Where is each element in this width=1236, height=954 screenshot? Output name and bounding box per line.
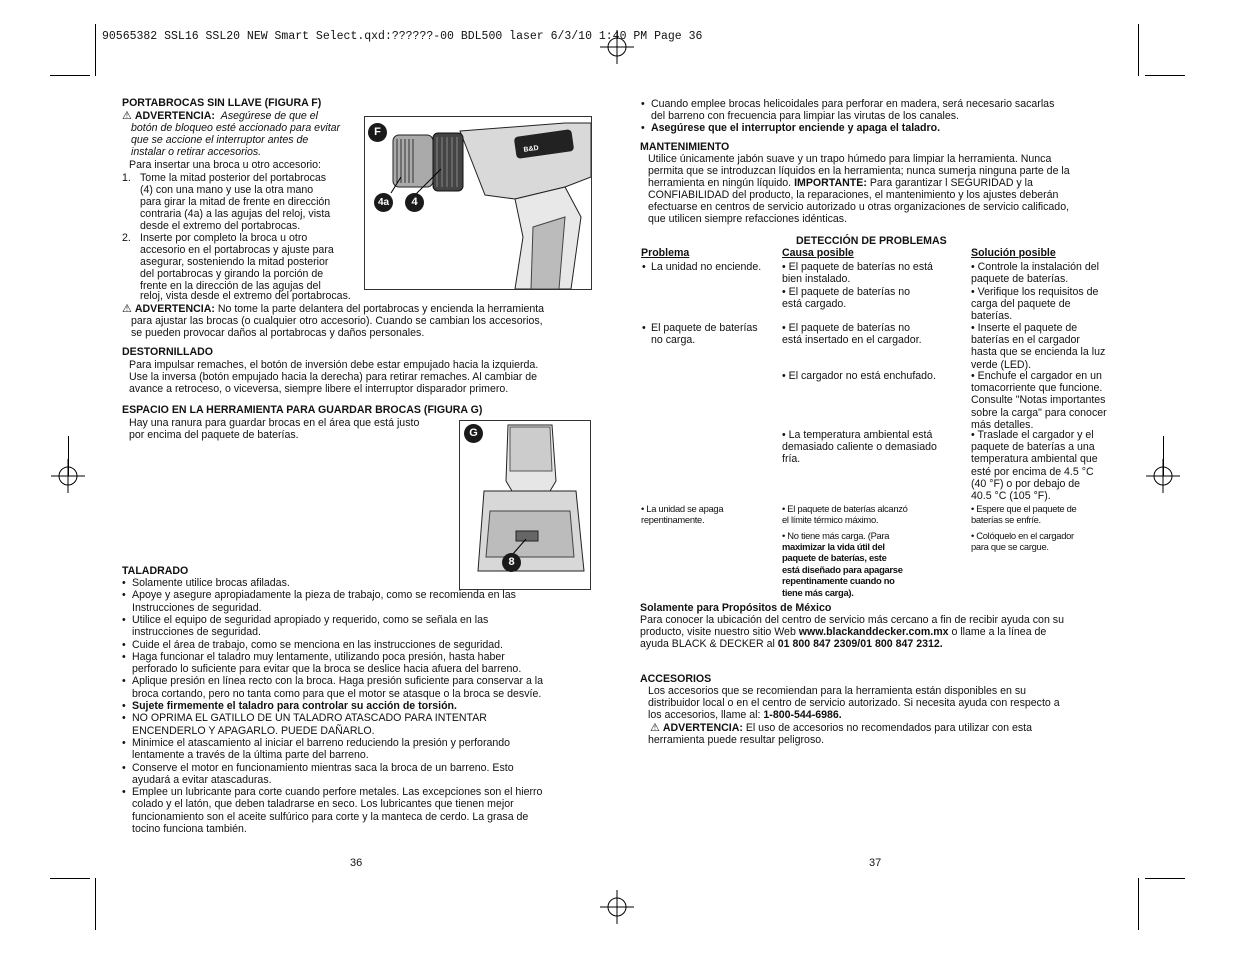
step-text: frente en la dirección de las agujas del <box>140 280 321 292</box>
warning-text: que se accione el interruptor antes de <box>131 134 309 146</box>
list-item: ayudará a evitar atascaduras. <box>132 773 272 786</box>
list-item: lentamente a través de la última parte del barreno. <box>132 749 369 762</box>
cell-line: Consulte "Notas importantes <box>971 394 1106 407</box>
cell-line: • Controle la instalación del <box>971 261 1099 273</box>
callout-4: 4 <box>405 193 424 212</box>
body-text: Use la inversa (botón empujado hacia la derecha) para retirar remaches. Al cambiar de <box>129 371 538 383</box>
cell-line: repentinamente cuando no <box>782 575 895 587</box>
bullet-dot: • <box>122 736 126 749</box>
registration-mark-icon <box>600 890 634 924</box>
step-text: reloj, vista desde el extremo del portabrocas. <box>140 290 351 302</box>
solution-cell <box>971 286 1098 323</box>
cell-line: • Enchufe el cargador en un <box>971 370 1102 382</box>
body-text: permita que se introduzcan líquidos en la herramienta; nunca sumerja ninguna parte de la <box>648 165 1070 177</box>
cause-cell <box>782 286 910 310</box>
problem-cell <box>641 503 723 526</box>
cell-line: el límite térmico máximo. <box>782 514 879 526</box>
body-text: Asegúrese que el interruptor enciende y apaga el taladro. <box>651 122 941 134</box>
warning-chuck <box>122 110 318 122</box>
cell-line: maximizar la vida útil del <box>782 541 885 552</box>
bullet-dot: • <box>122 675 126 688</box>
bullet-dot: • <box>641 122 645 134</box>
list-item: Haga funcionar el taladro muy lentamente, utilizando poca presión, hasta haber <box>132 650 505 663</box>
intro-text: Para insertar una broca u otro accesorio: <box>129 159 321 171</box>
cell-line: paquete de baterías. <box>971 273 1069 286</box>
list-item: Aplique presión en línea recto con la broca. Haga presión suficiente para conservar a la <box>132 675 544 688</box>
list-item: tocino funciona también. <box>132 823 247 835</box>
bullet-dot: • <box>122 650 126 663</box>
cell-line: • Colóquelo en el cargador <box>971 530 1074 541</box>
step-number: 2. <box>122 232 131 244</box>
step-text: Inserte por completo la broca u otro <box>140 232 308 244</box>
cause-cell <box>782 322 922 346</box>
figure-label-f: F <box>368 123 387 142</box>
registration-mark-icon <box>51 459 85 493</box>
body-text: distribuidor local o en el centro de servicio autorizado. Si necesita ayuda con respecto a <box>648 697 1060 709</box>
cell-line: • El paquete de baterías no está <box>782 261 933 273</box>
body-text: por encima del paquete de baterías. <box>129 429 299 441</box>
warning-label: ADVERTENCIA: <box>662 722 743 734</box>
solution-cell <box>971 503 1076 526</box>
section-title-destornillado: DESTORNILLADO <box>122 346 214 358</box>
figure-f <box>364 116 592 290</box>
bullet-dot: • <box>122 589 126 602</box>
cell-line: El paquete de baterías <box>651 322 758 334</box>
cell-line: • El paquete de baterías alcanzó <box>782 503 908 514</box>
warning-text: herramienta puede resultar peligroso. <box>648 734 825 746</box>
list-item: Instrucciones de seguridad. <box>132 601 262 614</box>
warning-text: El uso de accesorios no recomendados para utilizar con esta <box>742 722 1033 734</box>
problem-text: La unidad no enciende. <box>651 261 762 273</box>
body-text: CONFIABILIDAD del producto, la reparaciones, el mantenimiento y los ajustes deberán <box>648 189 1059 201</box>
body-text: Cuando emplee brocas helicoidales para perforar en madera, será necesario sacarlas <box>651 98 1055 110</box>
section-title-espacio: ESPACIO EN LA HERRAMIENTA PARA GUARDAR BROCAS (FIGURA G) <box>122 404 483 416</box>
step-number: 1. <box>122 172 131 184</box>
bullet-dot: • <box>122 638 126 651</box>
cell-line: • El paquete de baterías no <box>782 286 910 298</box>
list-item: broca cortando, pero no tanta como para que el motor se atasque o la broca se desvíe. <box>132 687 542 700</box>
body-text: Los accesorios que se recomiendan para la herramienta están disponibles en su <box>648 685 1027 697</box>
list-item: funcionamiento son el aceite sulfúrico para corte y la manteca de cerdo. La grasa de <box>132 810 529 823</box>
section-title-portabrocas: PORTABROCAS SIN LLAVE (FIGURA F) <box>122 97 322 109</box>
body-text: del barreno con frecuencia para limpiar las virutas de los canales. <box>651 110 959 122</box>
list-item: Apoye y asegure apropiadamente la pieza de trabajo, como se recomienda en las <box>132 589 516 602</box>
step-text: contraria (4a) a las agujas del reloj, vista <box>140 208 331 220</box>
warning-text: No tome la parte delantera del portabrocas y encienda la herramienta <box>217 303 545 315</box>
importante-label: IMPORTANTE: <box>794 177 867 189</box>
cell-line: tiene más carga). <box>782 586 854 598</box>
cell-line: hasta que se encienda la luz <box>971 346 1106 359</box>
cause-cell-bold <box>782 541 903 598</box>
list-item: Solamente utilice brocas afiladas. <box>132 577 290 589</box>
warning-text: instalar o retirar accesorios. <box>131 146 262 158</box>
body-text: Hay una ranura para guardar brocas en el área que está justo <box>129 417 420 429</box>
cause-cell <box>782 429 937 466</box>
cause-cell <box>782 261 933 285</box>
bit-storage-illustration-icon <box>460 421 590 589</box>
body-text <box>648 177 1033 189</box>
solution-cell <box>971 261 1099 285</box>
warning-triangle-icon: ⚠ <box>122 303 132 315</box>
cell-line: • La unidad se apaga <box>641 503 724 514</box>
crop-mark <box>50 878 90 879</box>
cell-line: • Inserte el paquete de <box>971 322 1078 334</box>
cell-line: baterías. <box>971 310 1013 323</box>
callout-4a: 4a <box>374 193 393 212</box>
body-text: ayuda BLACK & DECKER al <box>640 638 778 650</box>
crop-mark <box>95 24 96 76</box>
cell-line: • Traslade el cargador y el <box>971 429 1094 441</box>
step-text: del portabrocas y girando la porción de <box>140 268 324 280</box>
cell-line: más detalles. <box>971 418 1034 431</box>
page-number: 36 <box>350 857 363 869</box>
cell-line: • Espere que el paquete de <box>971 503 1077 514</box>
cell-line: • El paquete de baterías no <box>782 322 910 334</box>
cell-line: tomacorriente que funcione. <box>971 382 1103 395</box>
list-item: instrucciones de seguridad. <box>132 626 261 639</box>
cell-line: para que se cargue. <box>971 541 1049 553</box>
step-text: Tome la mitad posterior del portabrocas <box>140 172 327 184</box>
section-title-accesorios: ACCESORIOS <box>640 673 712 685</box>
bullet-dot: • <box>122 712 126 725</box>
warning-accessories <box>650 722 1032 734</box>
step-text: asegurar, sosteniendo la mitad posterior <box>140 256 329 268</box>
phone-numbers: 01 800 847 2309/01 800 847 2312. <box>777 638 943 650</box>
cell-line: está cargado. <box>782 298 847 311</box>
crop-mark <box>1138 24 1139 76</box>
list-item: NO OPRIMA EL GATILLO DE UN TALADRO ATASCADO PARA INTENTAR <box>132 712 487 725</box>
warning-text: botón de bloqueo esté accionado para evitar <box>131 122 341 134</box>
bullet-dot: • <box>122 613 126 626</box>
list-item: Conserve el motor en funcionamiento mientras saca la broca de un barreno. Esto <box>132 761 514 774</box>
callout-8: 8 <box>502 553 521 572</box>
step-text: desde el extremo del portabrocas. <box>140 220 301 232</box>
section-title-taladrado: TALADRADO <box>122 565 189 577</box>
list-item: Cuide el área de trabajo, como se menciona en las instrucciones de seguridad. <box>132 638 503 651</box>
step-text: para girar la mitad de frente en dirección <box>140 196 331 208</box>
cell-line: • Verifique los requisitos de <box>971 286 1099 298</box>
bullet-dot: • <box>122 786 126 799</box>
cell-line: repentinamente. <box>641 514 705 526</box>
cell-line: • El cargador no está enchufado. <box>782 370 936 382</box>
bullet-dot: • <box>642 322 646 334</box>
drill-chuck-illustration-icon <box>365 117 591 289</box>
body-text: herramienta en ningún líquido. <box>648 177 792 189</box>
list-item: perforado lo suficiente para evitar que la broca se deslice hacia afuera del barreno. <box>132 663 522 676</box>
section-title-mantenimiento: MANTENIMIENTO <box>640 141 730 153</box>
body-text: que utilicen siempre refacciones idénticas. <box>648 213 848 225</box>
body-text <box>648 709 842 721</box>
list-item: ENCENDERLO Y APAGARLO. PUEDE DAÑARLO. <box>132 724 375 737</box>
body-text: avance a retroceso, o viceversa, siempre libere el interruptor disparador primero. <box>129 383 509 395</box>
body-text: Para conocer la ubicación del centro de servicio más cercano a fin de recibir ayuda con su <box>640 614 1064 626</box>
body-text: o llame a la línea de <box>948 626 1047 638</box>
warning-triangle-icon: ⚠ <box>122 110 132 122</box>
cell-line: baterías en el cargador <box>971 334 1080 347</box>
page-number: 37 <box>869 857 882 869</box>
cell-line: no carga. <box>651 334 696 347</box>
problem-cell <box>651 322 758 346</box>
crop-mark <box>95 878 96 930</box>
phone-number: 1-800-544-6986. <box>763 709 842 721</box>
bullet-dot: • <box>641 98 645 110</box>
cell-line: 40.5 °C (105 °F). <box>971 490 1051 503</box>
column-header-solucion: Solución posible <box>971 247 1056 259</box>
section-title-deteccion: DETECCIÓN DE PROBLEMAS <box>796 235 947 247</box>
cell-line: sobre la carga" para conocer <box>971 406 1107 419</box>
cell-line: está diseñado para apagarse <box>782 563 903 575</box>
warning-text: para ajustar las brocas (o cualquier otro accesorio). Cuando se cambian los accesorios, <box>131 315 543 327</box>
crop-mark <box>1145 75 1185 76</box>
cell-line: fría. <box>782 453 801 466</box>
body-text <box>640 626 1046 638</box>
cell-line: carga del paquete de <box>971 298 1071 311</box>
body-text: Para impulsar remaches, el botón de inversión debe estar empujado hacia la izquierda. <box>129 359 539 371</box>
list-item: Minimice el atascamiento al iniciar el barreno reduciendo la presión y perforando <box>132 736 511 749</box>
svg-text:B&D: B&D <box>523 144 540 154</box>
column-header-causa: Causa posible <box>782 247 854 259</box>
step-text: (4) con una mano y use la otra mano <box>140 184 314 196</box>
body-text: Para garantizar l SEGURIDAD y la <box>869 177 1033 189</box>
crop-mark <box>50 75 90 76</box>
cell-line: temperatura ambiental que <box>971 453 1098 466</box>
cell-line: esté por encima de 4.5 °C <box>971 465 1094 478</box>
registration-mark-icon <box>600 30 634 64</box>
solution-cell <box>971 322 1105 371</box>
warning-text: Asegúrese de que el <box>220 110 318 122</box>
warning-triangle-icon: ⚠ <box>650 722 660 734</box>
solution-cell <box>971 530 1074 553</box>
cell-line: demasiado caliente o demasiado <box>782 441 937 454</box>
bullet-dot: • <box>122 577 126 589</box>
bullet-dot: • <box>642 261 646 273</box>
cell-line: verde (LED). <box>971 358 1032 371</box>
warning-text: se pueden provocar daños al portabrocas y daños personales. <box>131 327 425 339</box>
body-text: Utilice únicamente jabón suave y un trapo húmedo para limpiar la herramienta. Nunca <box>648 153 1052 165</box>
body-text: producto, visite nuestro sitio Web <box>640 626 799 638</box>
website-link[interactable]: www.blackanddecker.com.mx <box>798 626 949 638</box>
body-text: efectuarse en centros de servicio autorizado u otras organizaciones de servicio calificado, <box>648 201 1070 213</box>
file-header: 90565382 SSL16 SSL20 NEW Smart Select.qxd:??????-00 BDL500 laser 6/3/10 1:40 PM Page 36 <box>102 30 703 43</box>
column-header-problema: Problema <box>641 247 690 259</box>
bullet-dot: • <box>122 761 126 774</box>
list-item: Utilice el equipo de seguridad apropiado y requerido, como se señala en las <box>132 613 489 626</box>
warning-label: ADVERTENCIA: <box>134 303 215 315</box>
cause-cell <box>782 503 908 526</box>
solution-cell <box>971 429 1098 502</box>
list-item: colado y el latón, que deben taladrarse en seco. Los lubricantes que tienen mejor <box>132 798 514 811</box>
registration-mark-icon <box>1146 459 1180 493</box>
cell-line: está insertado en el cargador. <box>782 334 922 347</box>
list-item: Emplee un lubricante para corte cuando perfore metales. Las excepciones son el hierro <box>132 786 543 799</box>
cell-line: bien instalado. <box>782 273 851 286</box>
cell-line: baterías se enfríe. <box>971 514 1041 526</box>
crop-mark <box>1145 878 1185 879</box>
warning-label: ADVERTENCIA: <box>134 110 215 122</box>
cell-line: (40 °F) o por debajo de <box>971 477 1081 490</box>
cell-line: • La temperatura ambiental está <box>782 429 933 441</box>
body-text <box>640 638 943 650</box>
cell-line: paquete de baterías, este <box>782 552 887 564</box>
cause-cell: • No tiene más carga. (Para <box>782 530 890 541</box>
solution-cell <box>971 370 1107 431</box>
list-item: Sujete firmemente el taladro para controlar su acción de torsión. <box>132 700 457 712</box>
cell-line: paquete de baterías a una <box>971 441 1095 454</box>
figure-g <box>459 420 591 590</box>
cause-cell <box>782 370 936 382</box>
warning-chuck-2 <box>122 303 544 315</box>
crop-mark <box>1138 878 1139 930</box>
step-text: accesorio en el portabrocas y ajuste para <box>140 244 334 256</box>
section-title-mexico: Solamente para Propósitos de México <box>640 602 832 614</box>
body-text: los accesorios, llame al: <box>648 709 764 721</box>
bullet-dot: • <box>122 700 126 712</box>
figure-label-g: G <box>464 424 483 443</box>
